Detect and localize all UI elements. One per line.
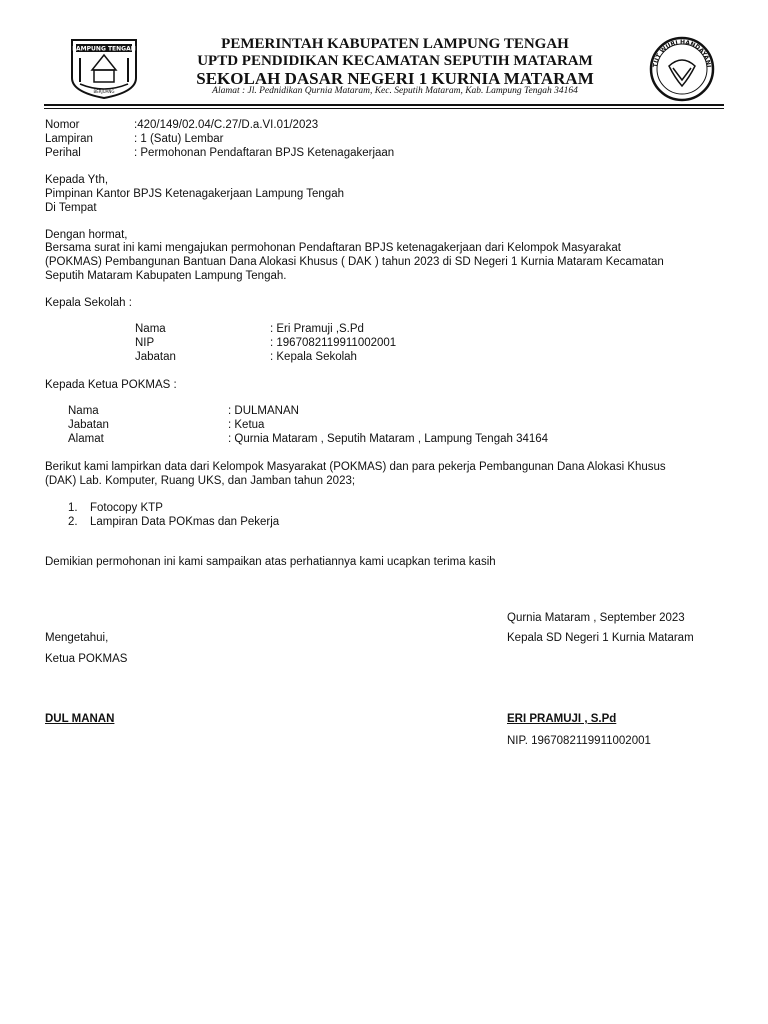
- nomor-label: Nomor: [45, 119, 80, 131]
- pokmas-alamat-label: Alamat: [68, 433, 104, 445]
- paragraph-1-line-2: (POKMAS) Pembangunan Bantuan Dana Alokasi Khusus ( DAK ) tahun 2023 di SD Negeri 1 Kurnia Mataram Kecamatan: [45, 256, 664, 268]
- kepsek-nama-value: : Eri Pramuji ,S.Pd: [270, 323, 364, 335]
- kepsek-heading: Kepala Sekolah :: [45, 297, 132, 309]
- lampung-tengah-emblem-icon: [66, 38, 142, 100]
- tut-wuri-handayani-icon: [645, 36, 719, 102]
- pokmas-jabatan-label: Jabatan: [68, 419, 109, 431]
- left-signer-name: DUL MANAN: [45, 713, 115, 725]
- recipient-line-2: Pimpinan Kantor BPJS Ketenagakerjaan Lampung Tengah: [45, 188, 344, 200]
- recipient-line-3: Di Tempat: [45, 202, 97, 214]
- list-item: Lampiran Data POKmas dan Pekerja: [90, 516, 280, 528]
- left-signer-title: Ketua POKMAS: [45, 653, 128, 665]
- nomor-value: :420/149/02.04/C.27/D.a.VI.01/2023: [134, 119, 319, 131]
- letterhead-address: Alamat : Jl. Pednidikan Qurnia Mataram, Kec. Seputih Mataram, Kab. Lampung Tengah 34164: [212, 86, 578, 96]
- greeting: Dengan hormat,: [45, 229, 128, 241]
- recipient-line-1: Kepada Yth,: [45, 174, 109, 186]
- right-signer-title: Kepala SD Negeri 1 Kurnia Mataram: [507, 632, 694, 644]
- kepsek-nip-value: : 196708211991100​2001: [270, 337, 397, 349]
- paragraph-1-line-1: Bersama surat ini kami mengajukan permohonan Pendaftaran BPJS ketenagakerjaan dari Kelompok Masyarakat: [45, 242, 621, 254]
- pokmas-nama-label: Nama: [68, 405, 99, 417]
- kepsek-jabatan-label: Jabatan: [135, 351, 176, 363]
- pokmas-heading: Kepada Ketua POKMAS :: [45, 379, 177, 391]
- letterhead-line-3: SEKOLAH DASAR NEGERI 1 KURNIA MATARAM: [196, 69, 594, 88]
- acknowledgement-label: Mengetahui,: [45, 632, 109, 644]
- kepsek-jabatan-value: : Kepala Sekolah: [270, 351, 357, 363]
- paragraph-2-line-2: (DAK) Lab. Komputer, Ruang UKS, dan Jamban tahun 2023;: [45, 475, 356, 487]
- list-item-number: 2.: [68, 516, 78, 528]
- place-date: Qurnia Mataram , September 2023: [507, 612, 685, 624]
- paragraph-1-line-3: Seputih Mataram Kabupaten Lampung Tengah.: [45, 270, 287, 282]
- right-logo-text: TUT WURI HANDAYANI: [652, 38, 712, 68]
- perihal-value: : Permohonan Pendaftaran BPJS Ketenagakerjaan: [134, 147, 395, 159]
- letterhead-rule-thin: [44, 108, 724, 109]
- perihal-label: Perihal: [45, 147, 81, 159]
- closing-sentence: Demikian permohonan ini kami sampaikan atas perhatiannya kami ucapkan terima kasih: [45, 556, 496, 568]
- list-item-number: 1.: [68, 502, 78, 514]
- letterhead-rule-thick: [44, 104, 724, 106]
- pokmas-nama-value: : DULMANAN: [228, 405, 299, 417]
- letterhead-line-2: UPTD PENDIDIKAN KECAMATAN SEPUTIH MATARAM: [197, 53, 593, 69]
- lampiran-value: : 1 (Satu) Lembar: [134, 133, 224, 145]
- left-logo-text: LAMPUNG TENGAH: [72, 45, 136, 53]
- paragraph-2-line-1: Berikut kami lampirkan data dari Kelompok Masyarakat (POKMAS) dan para pekerja Pembangunan Dana Alokasi Khusus: [45, 461, 666, 473]
- right-signer-name: ERI PRAMUJI , S.Pd: [507, 713, 617, 725]
- lampiran-label: Lampiran: [45, 133, 93, 145]
- pokmas-jabatan-value: : Ketua: [228, 419, 265, 431]
- left-logo-bottom: BERJUANG: [93, 89, 115, 94]
- pokmas-alamat-value: : Qurnia Mataram , Seputih Mataram , Lampung Tengah 34164: [228, 433, 549, 445]
- kepsek-nama-label: Nama: [135, 323, 166, 335]
- list-item: Fotocopy KTP: [90, 502, 163, 514]
- kepsek-nip-label: NIP: [135, 337, 155, 349]
- letterhead-line-1: PEMERINTAH KABUPATEN LAMPUNG TENGAH: [221, 36, 569, 52]
- right-signer-nip: NIP. 196708211991100​2001: [507, 735, 651, 747]
